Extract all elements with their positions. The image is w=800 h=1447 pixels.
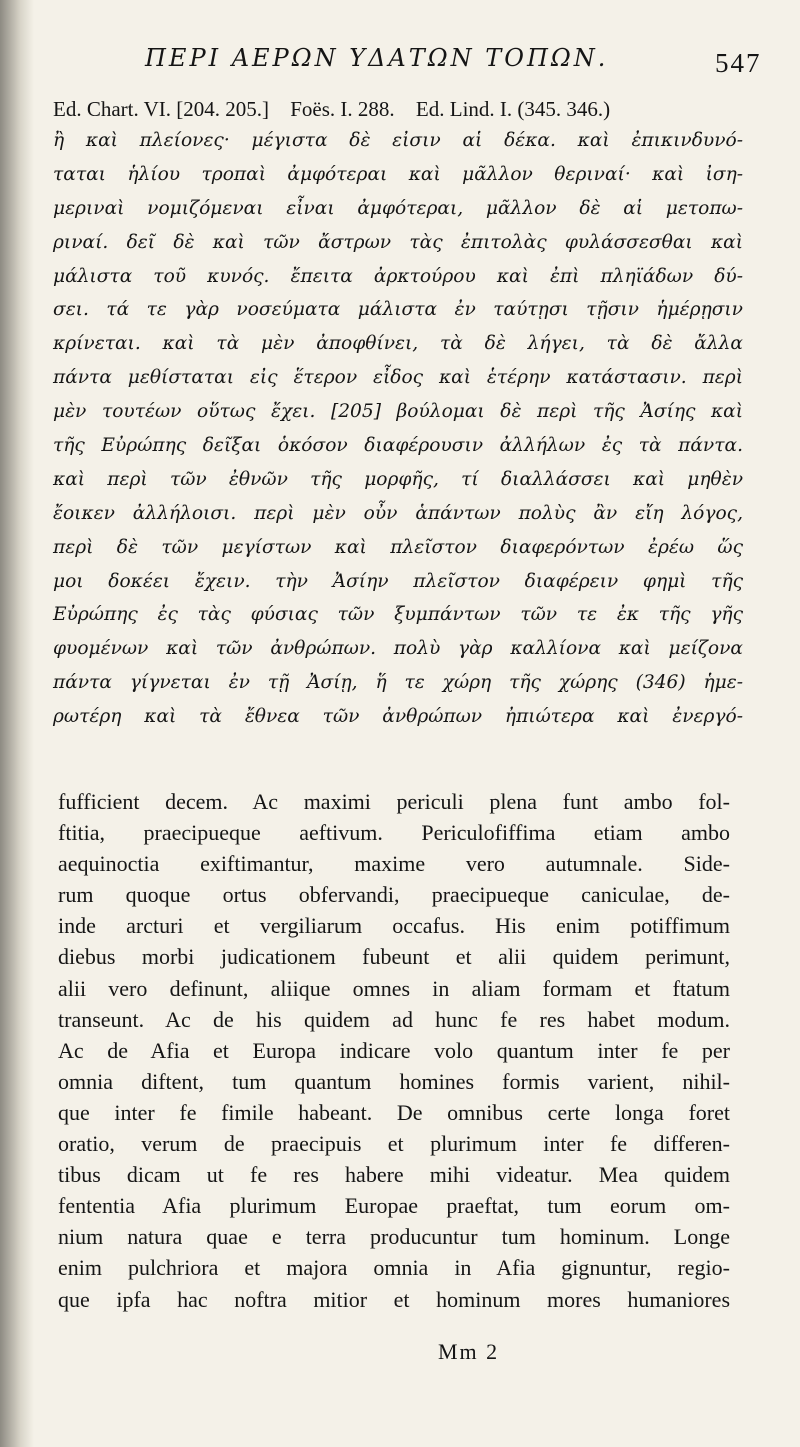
- latin-line: fufficient decem. Ac maximi periculi plena funt ambo fol-: [58, 789, 730, 814]
- latin-line: omnia diftent, tum quantum homines formis varient, nihil-: [58, 1068, 730, 1094]
- greek-line: ρωτέρη καὶ τὰ ἔθνεα τῶν ἀνθρώπων ἠπιώτερα καὶ ἐνεργό-: [53, 706, 743, 728]
- greek-line: ριναί. δεῖ δὲ καὶ τῶν ἄστρων τὰς ἐπιτολὰς φυλάσσεσθαι καὶ: [53, 231, 743, 253]
- page-number: 547: [715, 48, 762, 78]
- greek-line: σει. τά τε γὰρ νοσεύματα μάλιστα ἐν ταύτῃσι τῇσιν ἡμέρῃσιν: [53, 299, 743, 321]
- greek-line: ἢ καὶ πλείονες· μέγιστα δὲ εἰσιν αἱ δέκα. καὶ ἐπικινδυνό-: [53, 130, 743, 151]
- greek-line: πάντα γίγνεται ἐν τῇ Ἀσίῃ, ἥ τε χώρη τῆς χώρης (346) ἡμε-: [53, 672, 743, 694]
- latin-line: rum quoque ortus obfervandi, praecipueque caniculae, de-: [58, 882, 730, 908]
- greek-line: τῆς Εὐρώπης δεῖξαι ὁκόσον διαφέρουσιν ἀλλήλων ἐς τὰ πάντα.: [53, 435, 743, 457]
- greek-line: μὲν τουτέων οὕτως ἔχει. [205] βούλομαι δὲ περὶ τῆς Ἀσίης καὶ: [53, 401, 743, 423]
- latin-line: alii vero definunt, aliique omnes in aliam formam et ftatum: [58, 975, 730, 1001]
- greek-text-block: [53, 124, 743, 734]
- latin-line: tibus dicam ut fe res habere mihi videatur. Mea quidem: [58, 1162, 730, 1188]
- greek-line: περὶ δὲ τῶν μεγίστων καὶ πλεῖστον διαφερόντων ἐρέω ὥς: [53, 536, 743, 558]
- greek-line: Εὐρώπης ἐς τὰς φύσιας τῶν ξυμπάντων τῶν τε ἐκ τῆς γῆς: [53, 604, 743, 626]
- latin-line: nium natura quae e terra producuntur tum hominum. Longe: [58, 1224, 730, 1250]
- greek-line: κρίνεται. καὶ τὰ μὲν ἀποφθίνει, τὰ δὲ λήγει, τὰ δὲ ἄλλα: [53, 333, 743, 355]
- latin-line: ftitia, praecipueque aeftivum. Periculofiffima etiam ambo: [58, 820, 730, 846]
- page-header: [0, 42, 800, 82]
- lind-reference: Ed. Lind. I. (345. 346.): [415, 97, 611, 121]
- greek-line: μάλιστα τοῦ κυνός. ἔπειτα ἀρκτούρου καὶ ἐπὶ πληϊάδων δύ-: [53, 265, 743, 287]
- latin-line: aequinoctia exiftimantur, maxime vero autumnale. Side-: [58, 851, 730, 877]
- greek-line: μοι δοκέει ἔχειν. τὴν Ἀσίην πλεῖστον διαφέρειν φημὶ τῆς: [53, 570, 743, 592]
- greek-line: ταται ἡλίου τροπαὶ ἀμφότεραι καὶ μᾶλλον θεριναί· καὶ ἰση-: [53, 163, 743, 185]
- latin-text-block: [58, 786, 730, 1315]
- edition-references: [53, 97, 626, 122]
- greek-line: φυομένων καὶ τῶν ἀνθρώπων. πολὺ γὰρ καλλίονα καὶ μείζονα: [53, 638, 743, 660]
- latin-line: que inter fe fimile habeant. De omnibus certe longa foret: [58, 1099, 730, 1125]
- greek-line: μεριναὶ νομιζόμεναι εἶναι ἀμφότεραι, μᾶλλον δὲ αἱ μετοπω-: [53, 197, 743, 219]
- latin-line: transeunt. Ac de his quidem ad hunc fe res habet modum.: [58, 1006, 730, 1032]
- latin-line: inde arcturi et vergiliarum occafus. His enim potiffimum: [58, 913, 730, 939]
- signature-mark: Mm 2: [438, 1339, 500, 1364]
- greek-line: πάντα μεθίσταται εἰς ἕτερον εἶδος καὶ ἑτέρην κατάστασιν. περὶ: [53, 367, 743, 389]
- foes-reference: Foës. I. 288.: [290, 97, 395, 121]
- latin-line: fententia Afia plurimum Europae praeftat, tum eorum om-: [58, 1193, 730, 1219]
- latin-line: Ac de Afia et Europa indicare volo quantum inter fe per: [58, 1037, 730, 1063]
- latin-line: diebus morbi judicationem fubeunt et alii quidem perimunt,: [58, 944, 730, 970]
- greek-line: καὶ περὶ τῶν ἐθνῶν τῆς μορφῆς, τί διαλλάσσει καὶ μηθὲν: [53, 468, 743, 490]
- latin-line: que ipfa hac noftra mitior et hominum mores humaniores: [58, 1286, 730, 1312]
- running-title: ΠΕΡΙ ΑΕΡΩΝ ΥΔΑΤΩΝ ΤΟΠΩΝ.: [145, 44, 609, 72]
- latin-line: enim pulchriora et majora omnia in Afia gignuntur, regio-: [58, 1255, 730, 1281]
- chartier-reference: Ed. Chart. VI. [204. 205.]: [53, 97, 269, 121]
- latin-line: oratio, verum de praecipuis et plurimum inter fe differen-: [58, 1131, 730, 1157]
- greek-line: ἔοικεν ἀλλήλοισι. περὶ μὲν οὖν ἁπάντων πολὺς ἂν εἴη λόγος,: [53, 502, 743, 524]
